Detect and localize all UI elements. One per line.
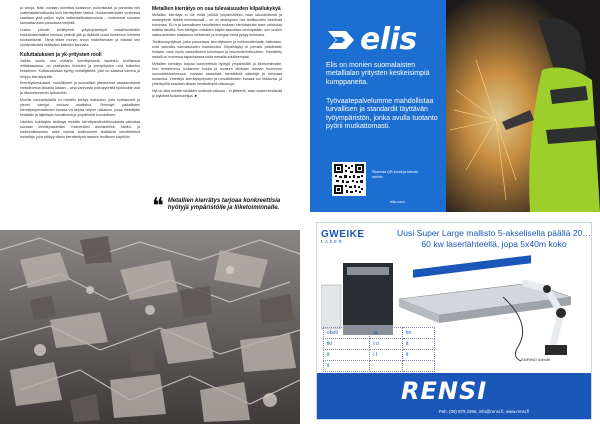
promo-table [323, 327, 435, 372]
table-cell: it [403, 339, 435, 350]
table-cell: tio [403, 328, 435, 339]
laser-headline: Uusi Super Large mallisto 5-akselisella päällä 20…60 kw laserlähteellä, jopa 5x40m koko [397, 228, 591, 249]
elis-body-text: Työvaatepalvelumme mahdollistaa turvallisen ja standardit täyttävän työympäristön, jonka avulla tuotanto pyörii mutkattomasti. [326, 98, 438, 131]
qr-code[interactable] [332, 162, 366, 196]
article-paragraph: Metallien kierrätys ei ole enää pelkkä ympäristöteko vaan taloudellisesti ja strategisesti tärkeä toimintamalli – se on strateginen osa teollisuuden kestävää toimintaa. EU:n ja kansallisten tavoitteiden mukaan kiertotaloutta tulee vahvistaa kaikilla tasoilla. Kierrätettyjen metallien käyttö kasvattaa merkitystään, kun uusien raaka-aineiden saatavuus heikkenee ja energian hinta pysyy korkeana. [152, 13, 282, 38]
rensi-logo: RENSI [401, 377, 488, 405]
qr-code-icon [334, 164, 364, 194]
article-column-2 [152, 6, 282, 101]
gweike-sub: LASER [321, 239, 344, 244]
robot-label: FAIRINO kobotti [521, 357, 550, 362]
table-cell: it [403, 350, 435, 361]
elis-wordmark: elis [360, 22, 417, 57]
article-paragraph: Monilla romuyrityksillä on metallin keräys maksuton, jotta kotitaloudet ja pienet toimijat voisivat osallistua. Yhteistyö paikallisten kierrätysoperaattorien kanssa voi tarjota helpon ratkaisun, jossa metallijäte kerätään ja lajitellaan turvallisesti ja ympäristöä kunnioittaen. [20, 97, 140, 118]
article-paragraph: Nyt on aika miettiä metallien uudessa valossa – ei jätteenä, vaan osaksi kestävää ja älykästä tuotantoketjua. ■ [152, 88, 282, 98]
article-paragraph: Metallien kierrätys tarjoaa konkreettisia hyötyjä ympäristölle ja liiketoiminnalle. Kun metalliromu, tuotannon hukka ja tuotteen elinkaari otetaan huomioon suunnitteluvaiheessa, voidaan saavuttaa merkittäviä säästöjä ja tehostaa tuotantoa. Yhteistyö kierrätysyritysten ja romuliikkeiden kanssa tuo lisäarvoa, ja yhteistyöllä saadaan aikaan kestävämpiä ratkaisuja. [152, 61, 282, 87]
table-cell: t o [370, 339, 403, 350]
table-cell: i t [370, 350, 403, 361]
elis-logo [326, 22, 417, 57]
article-subheading: Metallien kierrätys on osa tulevaisuuden kilpailukykyä [152, 6, 281, 12]
elis-url[interactable]: elis.com [390, 199, 405, 204]
elis-advertisement [310, 0, 600, 212]
pull-quote [152, 194, 292, 219]
qr-caption: Skannaa QR-koodi ja tutustu meihin [372, 170, 418, 179]
table-row [324, 361, 435, 372]
article-paragraph: Useiden kuluttajien tietämys metallin kierrätysmahdollisuuksista vaikuttaa suoraan kierrätysasteisiin. Esimerkiksi alumiinitölkit, sähkö- ja elektroniikkaromu sekä vanhat kodinkoneet sisältävät kierrätettäviä metalleja, joka päätyy oikein kierrätettynä takaisin teolliseen käyttöön. [20, 119, 140, 140]
article-paragraph: Kierrätyskeskukset, romuliikkeet ja kunnalliset jäteasemat vastaanottavat metalliromua laidasta laitaan – aina vanhoista polkupyöristä työkaluihin asti ja rikkoontuneisiin työkaluihin. [20, 81, 140, 96]
table-row [324, 339, 435, 350]
welder-image [446, 0, 600, 212]
welder-photo [446, 0, 600, 212]
article-paragraph: Uusiko pilkulle kehittyneet yrityksyhteistyöt metallituotteisiin hukkamateriaalien kiertoon pitävät yllä ja lisäävät uusia tuotannon kohteita tuloksellisesti. Tämä tekee monen arvon määrittämisen ja edistää sen hyödyntämistä lisääväksi kaikkien kannalta. [20, 27, 140, 48]
article-paragraph: Teollisuusyritykset, jotka panostavat kierrätykseen ja hukkamateriaalin hallintaan, ovat vahvoilla tulevaisuuden markkinoilla. Kilpailukyky ei perustu pelkästään hintaan, vaan myös vastuulliseen toimintaan ja resurssitehokkuuteen. Kierrätetty metalli on monessa tapauksessa uutta metallia edullisempaa. [152, 39, 282, 60]
table-cell: it [324, 350, 370, 361]
rensi-banner [317, 373, 592, 420]
table-cell: tki [324, 339, 370, 350]
table-cell: oboti [324, 328, 370, 339]
article-column-1 [20, 6, 140, 142]
quote-icon: ❝ [152, 194, 164, 219]
article-paragraph: ja virtoja. Näin voidaan toimittaa tuotannon pullonkaulat ja parantaa niin materiaalitehokkuutta kuin kierrätyksen laatua. Hukkamateriaalin vuokrasta saadaan yhtä paljon myös materiaalikustannuksia – molemmat suoraan kannattavuutta parantavia tekijöitä. [20, 6, 140, 26]
table-cell [403, 361, 435, 372]
scrap-metal-photo [0, 230, 300, 424]
gweike-logo [321, 229, 365, 244]
article-paragraph: Vaikka suurin osa metallin kierrätyksestä tapahtuu teollisessa mittakaavassa, on yksityisten ihmisten ja pienyritysten rooli kuitenkin keskeinen. Kotitalouksissa syntyy metallijätettä, jolle on saatava toimiva ja helppo kierrätysreitti. [20, 59, 140, 79]
article-subheading: Kuluttaluksien ja yk-yritysten rooli [20, 52, 102, 59]
elis-intro-text: Elis on monien suomalaisten metallialan yritysten keskeisimpiä kumppaneita. [326, 62, 430, 86]
scrap-metal-image [0, 230, 300, 424]
table-row [324, 350, 435, 361]
table-cell [370, 361, 403, 372]
rensi-contact[interactable]: Puh. (09) 879 2266, info@rensi.fi, www.rensi.fi [438, 409, 530, 414]
laser-advertisement [316, 222, 592, 420]
table-cell: ta [370, 328, 403, 339]
gweike-brand: GWEIKE [321, 229, 365, 240]
table-row [324, 328, 435, 339]
table-cell: it [324, 361, 370, 372]
elis-chevron-icon [326, 29, 356, 51]
pull-quote-text: Metallien kierrätys tarjoaa konkreettisia hyötyjä ympäristölle ja liiketoiminnalle. [167, 198, 281, 212]
